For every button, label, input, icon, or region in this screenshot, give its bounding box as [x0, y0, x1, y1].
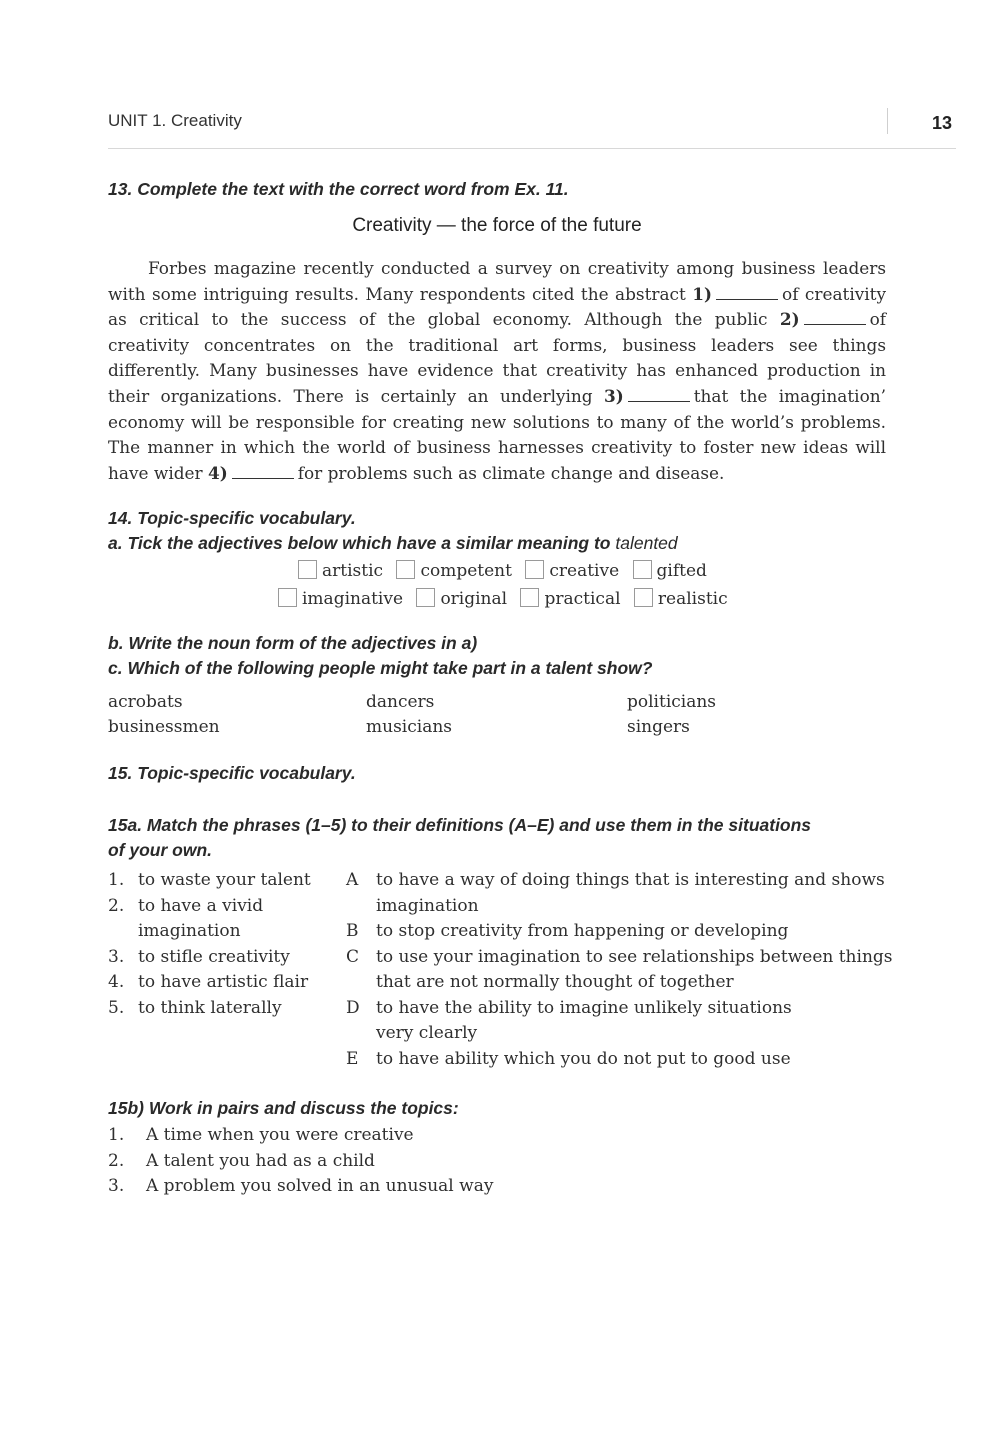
- adjective-row-1: [298, 560, 715, 581]
- phrase-item: [108, 919, 241, 945]
- topic-text: A problem you solved in an unusual way: [146, 1176, 494, 1196]
- adjective-row-2: [278, 588, 736, 609]
- topic-item: [108, 1176, 493, 1196]
- topic-number: 2.: [108, 1150, 125, 1171]
- people-word: politicians: [627, 692, 717, 712]
- definition-text: to stop creativity from happening or developing: [376, 921, 789, 941]
- gap-blank-1[interactable]: [716, 285, 778, 300]
- phrase-text: to have artistic flair: [138, 972, 309, 992]
- adjective-label: competent: [420, 561, 512, 581]
- gap-blank-3[interactable]: [628, 387, 690, 402]
- phrase-item: [108, 894, 263, 920]
- header-divider: [887, 108, 888, 134]
- adjective-checkbox[interactable]: [633, 560, 652, 579]
- definition-letter: A: [346, 870, 359, 890]
- definition-letter: D: [346, 997, 360, 1018]
- definition-text: to have ability which you do not put to good use: [376, 1049, 791, 1069]
- ex15a-heading-line1: 15a. Match the phrases (1–5) to their definitions (A–E) and use them in the situations: [108, 815, 812, 835]
- phrase-number: 4.: [108, 972, 125, 992]
- topic-number: 3.: [108, 1176, 125, 1196]
- passage-part-2: of creativity as critical to the success of the global economy. Although the public: [108, 283, 886, 330]
- phrase-item: [108, 868, 311, 894]
- ex14-heading: 14. Topic-specific vocabulary.: [108, 508, 356, 528]
- definition-letter: E: [346, 1049, 359, 1069]
- passage-part-3: of creativity concentrates on the traditional art forms, business leaders see things differently. Many businesses have evidence that creativity has enhanced production in their organizations. There is certainly an underlying: [108, 309, 886, 406]
- adjective-checkbox[interactable]: [634, 588, 653, 607]
- adjective-checkbox[interactable]: [520, 588, 539, 607]
- ex14a-instruction: a. Tick the adjectives below which have a similar meaning to: [108, 533, 611, 553]
- phrase-text: to waste your talent: [138, 870, 311, 890]
- ex14a-target-word: talented: [615, 533, 678, 553]
- phrase-number: 3.: [108, 946, 125, 967]
- phrase-number: 1.: [108, 870, 125, 890]
- adjective-label: realistic: [657, 589, 728, 609]
- phrase-item: [108, 970, 308, 996]
- adjective-checkbox[interactable]: [416, 588, 435, 607]
- passage-part-5: for problems such as climate change and disease.: [297, 462, 725, 483]
- definition-text: to use your imagination to see relationships between things that are not normally thought of together: [376, 946, 893, 992]
- people-word: musicians: [366, 717, 452, 737]
- ex15-heading: 15. Topic-specific vocabulary.: [108, 763, 356, 783]
- ex13-passage: [108, 256, 886, 486]
- topic-text: A talent you had as a child: [146, 1150, 375, 1171]
- ex13-heading: 13. Complete the text with the correct word from Ex. 11.: [108, 179, 569, 199]
- adjective-label: gifted: [656, 561, 707, 581]
- adjective-label: practical: [544, 589, 621, 609]
- phrase-number: 5.: [108, 997, 125, 1018]
- phrase-item: [108, 945, 290, 971]
- ex15a-heading-line2: of your own.: [108, 840, 213, 860]
- definition-letter: C: [346, 946, 360, 967]
- adjective-checkbox[interactable]: [278, 588, 297, 607]
- gap-number-4: 4): [207, 462, 228, 483]
- topic-item: [108, 1151, 375, 1171]
- topic-item: [108, 1125, 414, 1145]
- adjective-label: imaginative: [302, 589, 404, 609]
- definition-text: to have the ability to imagine unlikely situations very clearly: [376, 997, 792, 1043]
- gap-number-2: 2): [779, 309, 800, 330]
- passage-part-1: Forbes magazine recently conducted a survey on creativity among business leaders with some intriguing results. Many respondents cited the abstract: [108, 258, 886, 304]
- adjective-checkbox[interactable]: [396, 560, 415, 579]
- people-word: dancers: [366, 692, 435, 712]
- adjective-label: artistic: [322, 561, 384, 581]
- ex13-subtitle: Creativity — the force of the future: [352, 215, 642, 236]
- adjective-checkbox[interactable]: [525, 560, 544, 579]
- unit-title: UNIT 1. Creativity: [108, 111, 242, 130]
- ex14b-heading: b. Write the noun form of the adjectives in a): [108, 633, 478, 653]
- people-word: businessmen: [108, 717, 220, 737]
- adjective-checkbox[interactable]: [298, 560, 317, 579]
- topic-text: A time when you were creative: [146, 1125, 414, 1145]
- phrase-text: to think laterally: [138, 997, 282, 1018]
- adjective-label: original: [440, 589, 508, 609]
- definition-text: to have a way of doing things that is interesting and shows imagination: [376, 870, 885, 916]
- gap-blank-4[interactable]: [232, 464, 294, 479]
- header-rule: [108, 148, 956, 149]
- adjective-label: creative: [549, 561, 620, 581]
- phrase-text: to stifle creativity: [138, 946, 290, 967]
- gap-number-1: 1): [692, 283, 713, 304]
- page-number: 13: [932, 113, 953, 133]
- people-word: singers: [627, 717, 690, 737]
- ex14c-heading: c. Which of the following people might take part in a talent show?: [108, 658, 653, 678]
- gap-blank-2[interactable]: [804, 310, 866, 325]
- people-word: acrobats: [108, 692, 183, 712]
- topic-number: 1.: [108, 1125, 125, 1145]
- phrase-text: imagination: [138, 921, 241, 941]
- phrase-number: 2.: [108, 895, 125, 916]
- ex15b-heading: 15b) Work in pairs and discuss the topics:: [108, 1098, 459, 1118]
- definition-letter: B: [346, 921, 359, 941]
- phrase-text: to have a vivid: [138, 895, 264, 916]
- ex14a-heading: [108, 533, 678, 554]
- phrase-item: [108, 996, 282, 1022]
- passage-part-4: that the imagination’ economy will be responsible for creating new solutions to many of the world’s problems. The manner in which the world of business harnesses creativity to foster new ideas will have wider: [108, 385, 886, 483]
- gap-number-3: 3): [604, 385, 624, 406]
